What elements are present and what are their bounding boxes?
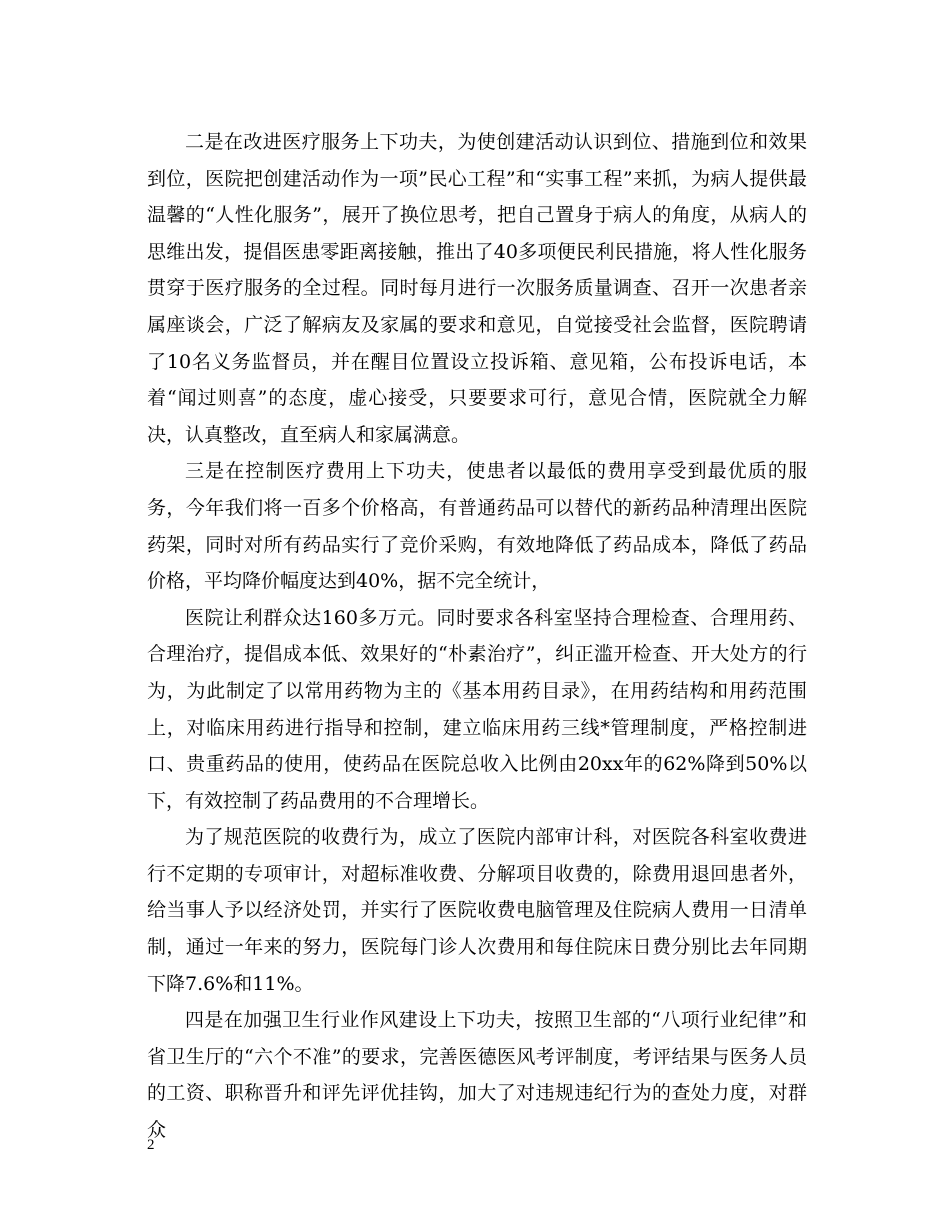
paragraph-fee-regulation: 为了规范医院的收费行为，成立了医院内部审计科，对医院各科室收费进行不定期的专项审计，对超标准收费、分解项目收费的，除费用退回患者外，给当事人予以经济处罚，并实行了医院收费电脑管理及住院病人费用一日清单制，通过一年来的努力，医院每门诊人次费用和每住院床日费分别比去年同期下降7.6%和11%。 [147,826,807,995]
paragraph-service-improvement: 二是在改进医疗服务上下功夫，为使创建活动认识到位、措施到位和效果到位，医院把创建活动作为一项”民心工程”和“实事工程”来抓，为病人提供最温馨的“人性化服务”，展开了换位思考，把自己置身于病人的角度，从病人的思维出发，提倡医患零距离接触，推出了40多项便民利民措施，将人性化服务贯穿于医疗服务的全过程。同时每月进行一次服务质量调查、召开一次患者亲属座谈会，广泛了解病友及家属的要求和意见，自觉接受社会监督，医院聘请了10名义务监督员，并在醒目位置设立投诉箱、意见箱，公布投诉电话，本着“闻过则喜”的态度，虚心接受，只要要求可行，意见合情，医院就全力解决，认真整改，直至病人和家属满意。 [147,131,807,446]
paragraph-cost-control: 三是在控制医疗费用上下功夫，使患者以最低的费用享受到最优质的服务，今年我们将一百多个价格高，有普通药品可以替代的新药品种清理出医院药架，同时对所有药品实行了竞价采购，有效地降低了药品成本，降低了药品价格，平均降价幅度达到40%，据不完全统计， [147,460,807,593]
paragraph-industry-conduct: 四是在加强卫生行业作风建设上下功夫，按照卫生部的“八项行业纪律”和省卫生厅的“六个不准”的要求，完善医德医风考评制度，考评结果与医务人员的工资、职称晋升和评先评优挂钩，加大了对违规违纪行为的查处力度，对群众 [147,1009,807,1142]
paragraph-rational-drug-use: 医院让利群众达160多万元。同时要求各科室坚持合理检查、合理用药、合理治疗，提倡成本低、效果好的“朴素治疗”，纠正滥开检查、开大处方的行为，为此制定了以常用药物为主的《基本用药目录》，在用药结构和用药范围上，对临床用药进行指导和控制，建立临床用药三线*管理制度，严格控制进口、贵重药品的使用，使药品在医院总收入比例由20xx年的62%降到50%以下，有效控制了药品费用的不合理增长。 [147,606,807,812]
page-number: 2 [147,1137,155,1153]
document-body [147,124,807,1149]
